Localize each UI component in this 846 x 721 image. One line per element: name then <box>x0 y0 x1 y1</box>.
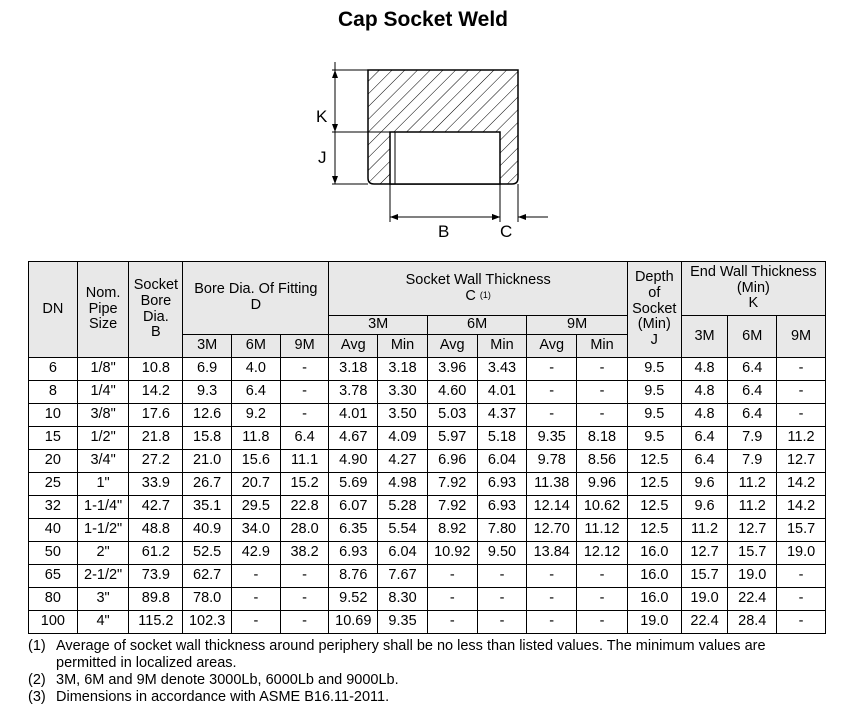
table-cell: 9.35 <box>527 427 577 450</box>
socket-cavity <box>390 132 500 184</box>
table-cell: 48.8 <box>129 519 183 542</box>
table-cell: 9.5 <box>627 404 681 427</box>
table-cell: - <box>427 588 477 611</box>
table-row <box>29 496 826 519</box>
header-bore-6m: 6M <box>232 335 281 358</box>
header-bore-3m: 3M <box>183 335 232 358</box>
header-end-9m: 9M <box>777 316 826 358</box>
table-cell: 12.7 <box>681 542 728 565</box>
table-cell: 4.27 <box>378 450 428 473</box>
table-cell: 3.18 <box>329 358 378 381</box>
table-cell: 19.0 <box>728 565 777 588</box>
table-cell: 13.84 <box>527 542 577 565</box>
footnote: (1) Average of socket wall thickness around periphery shall be no less than listed values. The minimum values are permitted in localized areas. <box>28 638 766 671</box>
header-dn: DN <box>29 262 78 358</box>
table-cell: 12.14 <box>527 496 577 519</box>
header-bore-9m: 9M <box>280 335 329 358</box>
table-cell: 7.67 <box>378 565 428 588</box>
table-cell: 4.01 <box>477 381 527 404</box>
table-cell: 12.70 <box>527 519 577 542</box>
table-cell: 20 <box>29 450 78 473</box>
table-cell: 15.7 <box>728 542 777 565</box>
table-cell: - <box>577 358 628 381</box>
table-cell: 11.2 <box>681 519 728 542</box>
table-cell: 8.30 <box>378 588 428 611</box>
table-cell: 38.2 <box>280 542 329 565</box>
table-cell: 15 <box>29 427 78 450</box>
table-cell: 4.09 <box>378 427 428 450</box>
table-cell: 5.03 <box>427 404 477 427</box>
header-bore-fitting: Bore Dia. Of Fitting D <box>183 262 329 335</box>
table-cell: 11.38 <box>527 473 577 496</box>
table-cell: 2-1/2" <box>77 565 129 588</box>
table-cell: 52.5 <box>183 542 232 565</box>
table-row <box>29 427 826 450</box>
table-cell: - <box>577 381 628 404</box>
table-cell: 7.80 <box>477 519 527 542</box>
table-cell: 5.28 <box>378 496 428 519</box>
table-cell: - <box>527 358 577 381</box>
header-nom-pipe-size: Nom. Pipe Size <box>77 262 129 358</box>
table-cell: - <box>577 588 628 611</box>
table-cell: 8.92 <box>427 519 477 542</box>
table-cell: 78.0 <box>183 588 232 611</box>
table-cell: - <box>280 404 329 427</box>
table-cell: 15.8 <box>183 427 232 450</box>
table-cell: 65 <box>29 565 78 588</box>
table-cell: 3.30 <box>378 381 428 404</box>
table-cell: 9.50 <box>477 542 527 565</box>
table-row <box>29 611 826 634</box>
table-row <box>29 358 826 381</box>
table-cell: 6.4 <box>681 450 728 473</box>
table-row <box>29 542 826 565</box>
table-cell: 22.4 <box>681 611 728 634</box>
table-cell: 11.2 <box>777 427 826 450</box>
table-cell: 61.2 <box>129 542 183 565</box>
table-cell: 7.9 <box>728 450 777 473</box>
header-socket-wall: Socket Wall Thickness C $^{(1)}$ <box>329 262 627 316</box>
table-cell: - <box>777 565 826 588</box>
table-cell: 3/8" <box>77 404 129 427</box>
table-cell: 8.18 <box>577 427 628 450</box>
cap-socket-weld-drawing <box>300 60 560 245</box>
table-cell: 3.78 <box>329 381 378 404</box>
dim-label-k: K <box>316 107 328 126</box>
table-cell: - <box>777 404 826 427</box>
table-cell: - <box>232 611 281 634</box>
table-cell: 12.5 <box>627 519 681 542</box>
table-cell: 4.98 <box>378 473 428 496</box>
table-cell: 10.69 <box>329 611 378 634</box>
table-cell: 15.2 <box>280 473 329 496</box>
table-cell: 8.56 <box>577 450 628 473</box>
table-cell: 27.2 <box>129 450 183 473</box>
dim-label-c: C <box>500 222 513 241</box>
table-cell: 3.18 <box>378 358 428 381</box>
table-cell: 6 <box>29 358 78 381</box>
header-6m-min: Min <box>477 335 527 358</box>
table-cell: 9.35 <box>378 611 428 634</box>
table-cell: 12.5 <box>627 473 681 496</box>
table-cell: 40.9 <box>183 519 232 542</box>
table-cell: 3.50 <box>378 404 428 427</box>
table-cell: - <box>777 611 826 634</box>
header-end-3m: 3M <box>681 316 728 358</box>
table-row <box>29 519 826 542</box>
table-cell: 19.0 <box>627 611 681 634</box>
footnote: (3) Dimensions in accordance with ASME B16.11-2011. <box>28 689 390 705</box>
table-cell: 5.97 <box>427 427 477 450</box>
table-cell: - <box>577 611 628 634</box>
table-cell: 6.96 <box>427 450 477 473</box>
table-cell: 3.96 <box>427 358 477 381</box>
table-cell: 35.1 <box>183 496 232 519</box>
table-cell: 1" <box>77 473 129 496</box>
table-cell: 32 <box>29 496 78 519</box>
table-cell: 3" <box>77 588 129 611</box>
header-9m-avg: Avg <box>527 335 577 358</box>
dim-label-b: B <box>438 222 450 241</box>
table-cell: 6.4 <box>232 381 281 404</box>
table-cell: - <box>232 588 281 611</box>
table-cell: 5.18 <box>477 427 527 450</box>
table-cell: 6.93 <box>329 542 378 565</box>
table-cell: 19.0 <box>681 588 728 611</box>
table-cell: - <box>577 565 628 588</box>
table-cell: 100 <box>29 611 78 634</box>
table-cell: 4.90 <box>329 450 378 473</box>
header-3m-avg: Avg <box>329 335 378 358</box>
table-cell: 1/4" <box>77 381 129 404</box>
table-cell: 4.8 <box>681 358 728 381</box>
table-row <box>29 588 826 611</box>
table-cell: 4.8 <box>681 404 728 427</box>
table-cell: 9.2 <box>232 404 281 427</box>
table-cell: 6.07 <box>329 496 378 519</box>
table-cell: - <box>280 358 329 381</box>
table-cell: 34.0 <box>232 519 281 542</box>
table-cell: 9.3 <box>183 381 232 404</box>
table-cell: 10.92 <box>427 542 477 565</box>
table-cell: 11.12 <box>577 519 628 542</box>
table-cell: 6.4 <box>728 358 777 381</box>
table-cell: 9.5 <box>627 358 681 381</box>
table-cell: 15.7 <box>777 519 826 542</box>
table-cell: 5.69 <box>329 473 378 496</box>
table-cell: 10.62 <box>577 496 628 519</box>
table-cell: 42.9 <box>232 542 281 565</box>
table-cell: - <box>477 611 527 634</box>
table-cell: 9.52 <box>329 588 378 611</box>
dimension-table <box>28 261 826 634</box>
header-socket-bore: Socket Bore Dia. B <box>129 262 183 358</box>
table-cell: 12.6 <box>183 404 232 427</box>
table-cell: 9.6 <box>681 473 728 496</box>
table-cell: 25 <box>29 473 78 496</box>
table-cell: 9.6 <box>681 496 728 519</box>
table-cell: 73.9 <box>129 565 183 588</box>
table-cell: 8 <box>29 381 78 404</box>
table-cell: 16.0 <box>627 565 681 588</box>
table-cell: 14.2 <box>129 381 183 404</box>
table-cell: 6.4 <box>728 404 777 427</box>
table-cell: - <box>527 588 577 611</box>
table-cell: 102.3 <box>183 611 232 634</box>
table-cell: 15.6 <box>232 450 281 473</box>
table-cell: 9.96 <box>577 473 628 496</box>
table-cell: - <box>527 404 577 427</box>
page-title: Cap Socket Weld <box>338 8 508 31</box>
table-cell: 7.92 <box>427 496 477 519</box>
table-cell: 6.4 <box>728 381 777 404</box>
table-cell: 21.8 <box>129 427 183 450</box>
table-cell: 6.4 <box>280 427 329 450</box>
table-cell: 11.1 <box>280 450 329 473</box>
table-cell: 17.6 <box>129 404 183 427</box>
table-cell: - <box>477 565 527 588</box>
footnote: (2) 3M, 6M and 9M denote 3000Lb, 6000Lb and 9000Lb. <box>28 672 399 688</box>
table-row <box>29 381 826 404</box>
footnotes <box>28 638 828 706</box>
table-cell: 40 <box>29 519 78 542</box>
table-cell: 4.60 <box>427 381 477 404</box>
table-cell: - <box>577 404 628 427</box>
header-depth-socket: Depth of Socket (Min) J <box>627 262 681 358</box>
table-cell: 14.2 <box>777 473 826 496</box>
table-cell: 12.7 <box>728 519 777 542</box>
table-cell: - <box>777 358 826 381</box>
table-cell: 12.12 <box>577 542 628 565</box>
table-cell: 10 <box>29 404 78 427</box>
table-cell: 33.9 <box>129 473 183 496</box>
table-cell: 11.8 <box>232 427 281 450</box>
table-cell: 22.8 <box>280 496 329 519</box>
table-row <box>29 565 826 588</box>
table-cell: - <box>477 588 527 611</box>
table-cell: 9.78 <box>527 450 577 473</box>
table-cell: 14.2 <box>777 496 826 519</box>
table-cell: - <box>527 565 577 588</box>
header-6m-avg: Avg <box>427 335 477 358</box>
table-cell: 50 <box>29 542 78 565</box>
table-cell: 8.76 <box>329 565 378 588</box>
table-cell: 1-1/4" <box>77 496 129 519</box>
table-cell: 4.01 <box>329 404 378 427</box>
table-cell: 15.7 <box>681 565 728 588</box>
table-cell: 80 <box>29 588 78 611</box>
table-cell: - <box>527 611 577 634</box>
table-cell: 19.0 <box>777 542 826 565</box>
table-cell: 6.93 <box>477 496 527 519</box>
table-cell: 10.8 <box>129 358 183 381</box>
table-cell: 6.04 <box>378 542 428 565</box>
table-row <box>29 473 826 496</box>
header-wall-9m: 9M <box>527 316 628 335</box>
table-cell: 12.5 <box>627 496 681 519</box>
table-cell: 6.04 <box>477 450 527 473</box>
table-cell: 4.37 <box>477 404 527 427</box>
table-cell: 3/4" <box>77 450 129 473</box>
dim-label-j: J <box>318 148 327 167</box>
table-cell: 20.7 <box>232 473 281 496</box>
table-cell: 9.5 <box>627 381 681 404</box>
table-cell: 7.92 <box>427 473 477 496</box>
table-cell: - <box>427 611 477 634</box>
table-cell: 16.0 <box>627 588 681 611</box>
header-9m-min: Min <box>577 335 628 358</box>
table-row <box>29 450 826 473</box>
table-cell: - <box>280 588 329 611</box>
table-cell: 22.4 <box>728 588 777 611</box>
table-cell: 26.7 <box>183 473 232 496</box>
header-end-6m: 6M <box>728 316 777 358</box>
table-cell: 6.9 <box>183 358 232 381</box>
table-cell: - <box>232 565 281 588</box>
table-cell: 11.2 <box>728 473 777 496</box>
table-cell: 6.35 <box>329 519 378 542</box>
table-cell: 4.8 <box>681 381 728 404</box>
table-cell: 6.93 <box>477 473 527 496</box>
table-cell: 28.4 <box>728 611 777 634</box>
table-cell: 28.0 <box>280 519 329 542</box>
table-cell: - <box>527 381 577 404</box>
table-cell: 62.7 <box>183 565 232 588</box>
table-cell: - <box>280 381 329 404</box>
table-cell: 89.8 <box>129 588 183 611</box>
table-cell: 7.9 <box>728 427 777 450</box>
table-cell: 42.7 <box>129 496 183 519</box>
header-wall-6m: 6M <box>427 316 526 335</box>
table-cell: - <box>280 565 329 588</box>
table-cell: 2" <box>77 542 129 565</box>
table-cell: 1/2" <box>77 427 129 450</box>
table-cell: 9.5 <box>627 427 681 450</box>
table-cell: 11.2 <box>728 496 777 519</box>
table-cell: 29.5 <box>232 496 281 519</box>
header-end-wall: End Wall Thickness (Min) K <box>681 262 825 316</box>
table-cell: 4.67 <box>329 427 378 450</box>
table-cell: 1-1/2" <box>77 519 129 542</box>
table-cell: 4.0 <box>232 358 281 381</box>
table-cell: 12.5 <box>627 450 681 473</box>
table-cell: - <box>777 381 826 404</box>
table-cell: - <box>427 565 477 588</box>
table-cell: 115.2 <box>129 611 183 634</box>
table-cell: - <box>777 588 826 611</box>
table-cell: 16.0 <box>627 542 681 565</box>
table-cell: 6.4 <box>681 427 728 450</box>
table-row <box>29 404 826 427</box>
table-cell: 4" <box>77 611 129 634</box>
table-cell: 12.7 <box>777 450 826 473</box>
header-wall-3m: 3M <box>329 316 427 335</box>
table-cell: 21.0 <box>183 450 232 473</box>
header-3m-min: Min <box>378 335 428 358</box>
table-cell: 1/8" <box>77 358 129 381</box>
table-cell: - <box>280 611 329 634</box>
table-cell: 3.43 <box>477 358 527 381</box>
table-cell: 5.54 <box>378 519 428 542</box>
